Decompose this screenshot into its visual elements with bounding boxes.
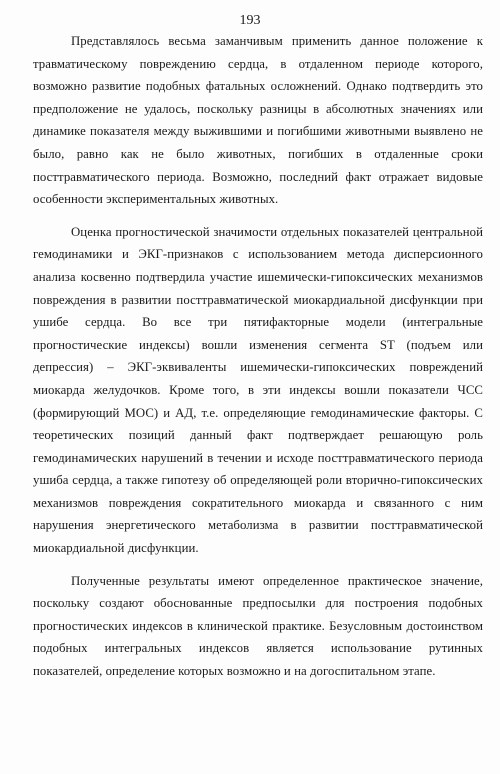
- body-text: [33, 30, 483, 693]
- page-number: 193: [239, 13, 261, 28]
- paragraph-2: Оценка прогностической значимости отдельных показателей центральной гемодинамики и ЭКГ-признаков с использованием метода дисперсионного анализа косвенно подтвердила участие ишемически-гипоксических механизмов повреждения в развитии посттравматической миокардиальной дисфункции при ушибе сердца. Во все три пятифакторные модели (интегральные прогностические индексы) вошли изменения сегмента ST (подъем или депрессия) – ЭКГ-эквиваленты ишемически-гипоксических повреждений миокарда желудочков. Кроме того, в эти индексы вошли показатели ЧСС (формирующий МОС) и АД, т.е. определяющие гемодинамические факторы. С теоретических позиций данный факт подтверждает решающую роль гемодинамических нарушений в течении и исходе посттравматического периода ушиба сердца, а также гипотезу об определяющей роли вторично-гипоксических механизмов повреждения сократительного миокарда и связанного с ним нарушения энергетического метаболизма в развитии посттравматической миокардиальной дисфункции.: [33, 224, 483, 556]
- paragraph-3: Полученные результаты имеют определенное практическое значение, поскольку создают обоснованные предпосылки для построения подобных прогностических индексов в клинической практике. Безусловным достоинством подобных интегральных индексов является использование рутинных показателей, определение которых возможно и на догоспитальном этапе.: [33, 573, 483, 679]
- paragraph-1: Представлялось весьма заманчивым применить данное положение к травматическому повреждению сердца, в отдаленном периоде которого, возможно развитие подобных фатальных осложнений. Однако подтвердить это предположение не удалось, поскольку разницы в абсолютных значениях или динамике показателя между выжившими и погибшими животными выявлено не было, равно как не было животных, погибших в отдаленные сроки посттравматического периода. Возможно, последний факт отражает видовые особенности экспериментальных животных.: [33, 34, 483, 207]
